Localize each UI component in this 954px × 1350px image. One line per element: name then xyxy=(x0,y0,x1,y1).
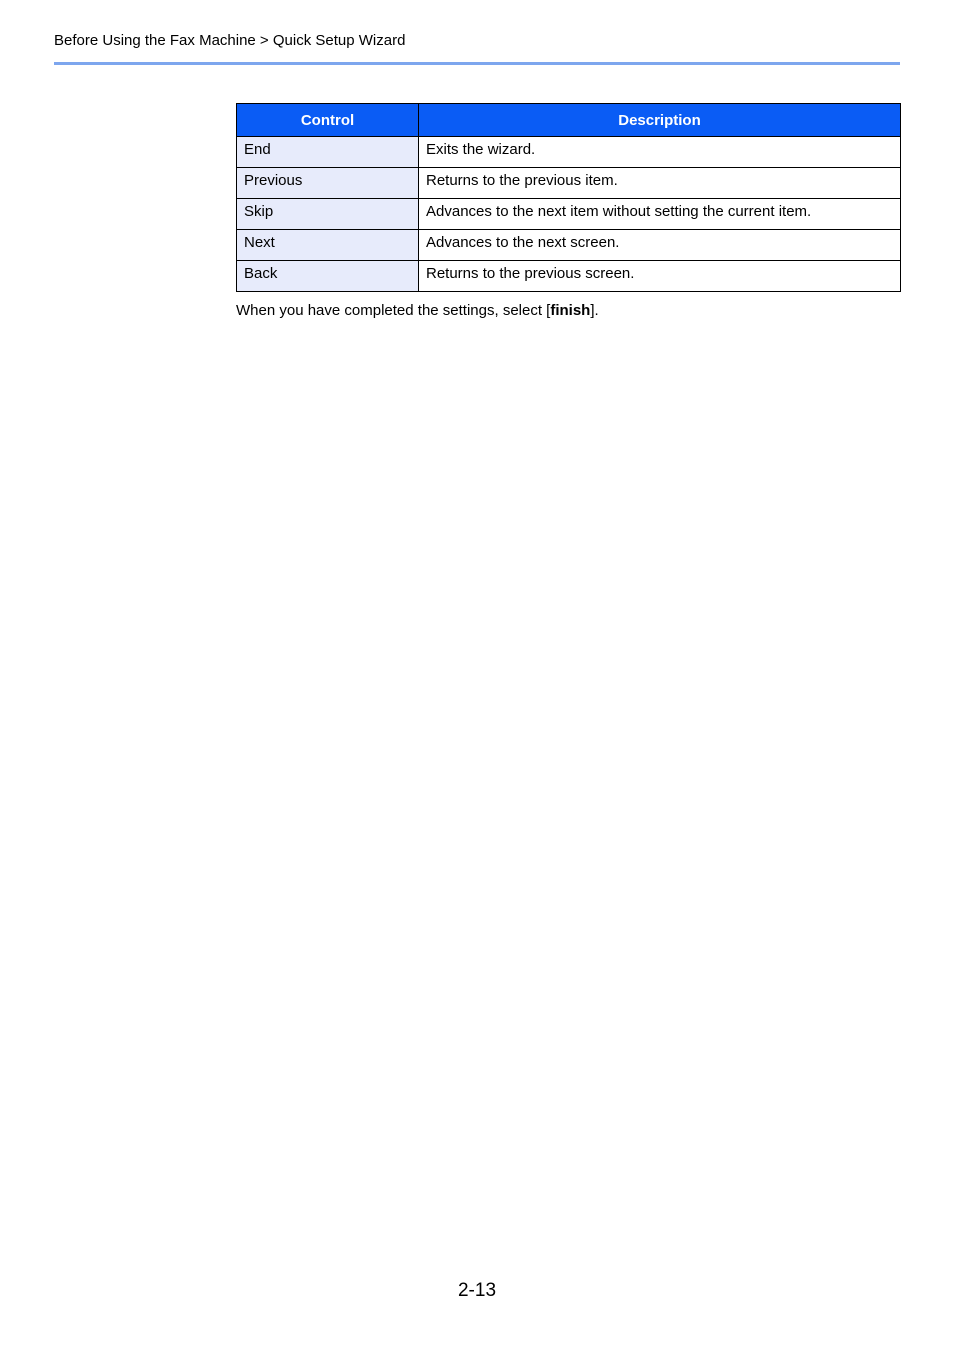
description-cell: Exits the wizard. xyxy=(419,137,901,168)
control-cell: End xyxy=(237,137,419,168)
description-cell: Advances to the next item without setting the current item. xyxy=(419,199,901,230)
control-cell: Previous xyxy=(237,168,419,199)
header-divider xyxy=(54,62,900,65)
table-row xyxy=(237,137,901,168)
description-cell: Advances to the next screen. xyxy=(419,230,901,261)
control-cell: Next xyxy=(237,230,419,261)
description-cell: Returns to the previous screen. xyxy=(419,261,901,292)
page-number: 2-13 xyxy=(457,1280,497,1301)
breadcrumb: Before Using the Fax Machine > Quick Setup Wizard xyxy=(54,32,406,49)
column-header-description: Description xyxy=(419,104,901,137)
table-row xyxy=(237,168,901,199)
note-prefix: When you have completed the settings, select [ xyxy=(236,302,551,319)
table-row xyxy=(237,261,901,292)
controls-table xyxy=(236,103,901,292)
table-row xyxy=(237,199,901,230)
control-cell: Back xyxy=(237,261,419,292)
table-row xyxy=(237,230,901,261)
note-suffix: ]. xyxy=(590,302,599,319)
description-cell: Returns to the previous item. xyxy=(419,168,901,199)
note-keyword: finish xyxy=(550,302,591,319)
completion-note xyxy=(236,301,599,320)
column-header-control: Control xyxy=(237,104,419,137)
table-header-row xyxy=(237,104,901,137)
control-cell: Skip xyxy=(237,199,419,230)
